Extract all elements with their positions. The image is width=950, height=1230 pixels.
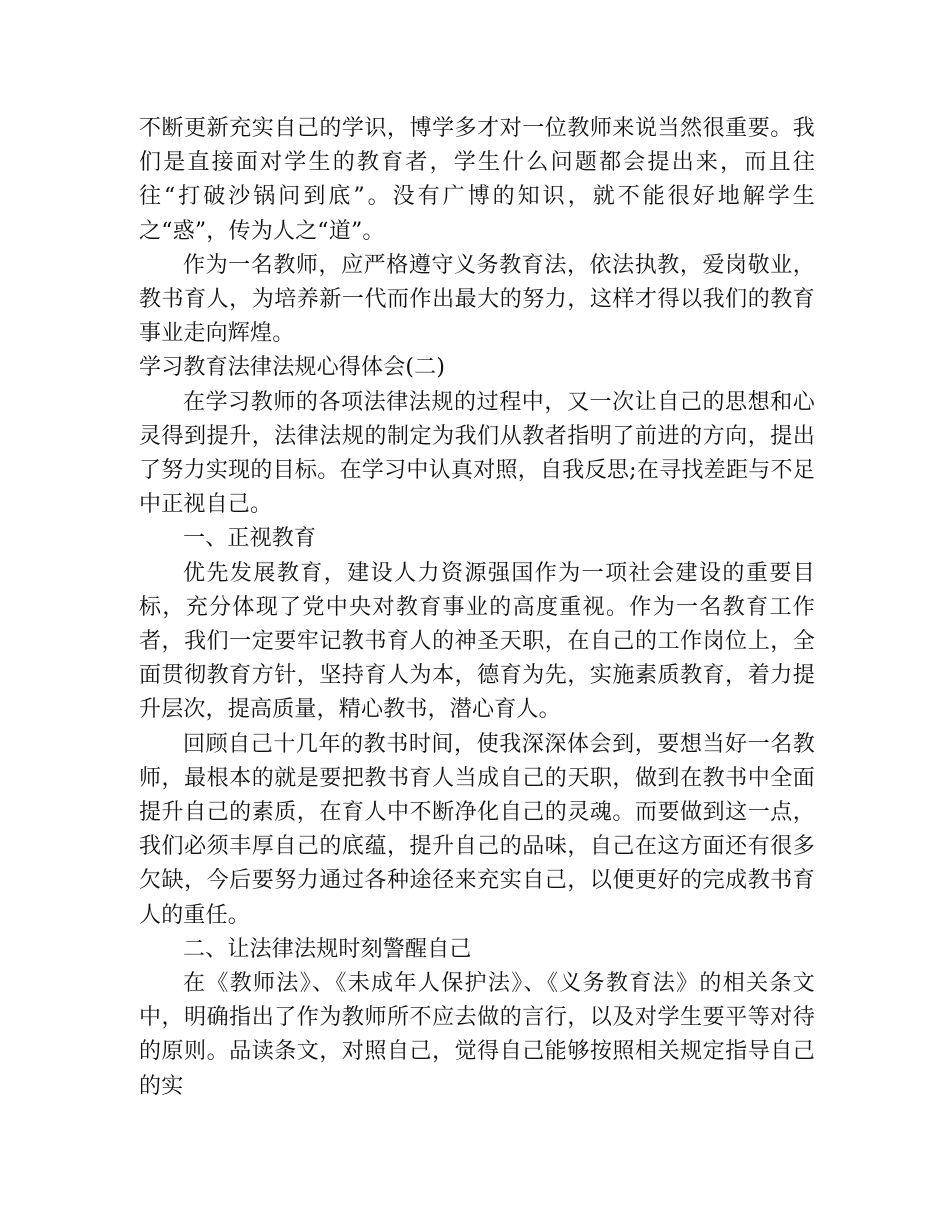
subheading-laws-remind: 二、让法律法规时刻警醒自己 <box>183 936 472 962</box>
paragraph-law-articles: 在《教师法》、《未成年人保护法》、《义务教育法》的相关条文中，明确指出了作为教师所不应去做的言行，以及对学生要平等对待的原则。品读条文，对照自己，觉得自己能够按照相关规定指导自己的实 <box>139 971 815 1099</box>
document-body <box>139 112 815 1104</box>
paragraph-priority-education: 优先发展教育，建设人力资源强国作为一项社会建设的重要目标，充分体现了党中央对教育事业的高度重视。作为一名教育工作者，我们一定要牢记教书育人的神圣天职，在自己的工作岗位上，全面贯彻教育方针，坚持育人为本，德育为先，实施素质教育，着力提升层次，提高质量，精心教书，潜心育人。 <box>139 560 815 723</box>
paragraph-knowledge: 不断更新充实自己的学识，博学多才对一位教师来说当然很重要。我们是直接面对学生的教育者，学生什么问题都会提出来，而且往往“打破沙锅问到底”。没有广博的知识，就不能很好地解学生之“惑”，传为人之“道”。 <box>139 116 815 244</box>
section-title: 学习教育法律法规心得体会(二) <box>139 355 446 381</box>
subheading-face-education: 一、正视教育 <box>183 526 317 552</box>
paragraph-intro: 在学习教师的各项法律法规的过程中，又一次让自己的思想和心灵得到提升，法律法规的制定为我们从教者指明了前进的方向，提出了努力实现的目标。在学习中认真对照，自我反思;在寻找差距与不足中正视自己。 <box>139 389 815 518</box>
paragraph-teacher-duty: 作为一名教师，应严格遵守义务教育法，依法执教，爱岗敬业，教书育人，为培养新一代而作出最大的努力，这样才得以我们的教育事业走向辉煌。 <box>139 252 815 347</box>
paragraph-review-career: 回顾自己十几年的教书时间，使我深深体会到，要想当好一名教师，最根本的就是要把教书育人当成自己的天职，做到在教书中全面提升自己的素质，在育人中不断净化自己的灵魂。而要做到这一点，我们必须丰厚自己的底蕴，提升自己的品味，自己在这方面还有很多欠缺，今后要努力通过各种途径来充实自己，以便更好的完成教书育人的重任。 <box>139 731 815 928</box>
